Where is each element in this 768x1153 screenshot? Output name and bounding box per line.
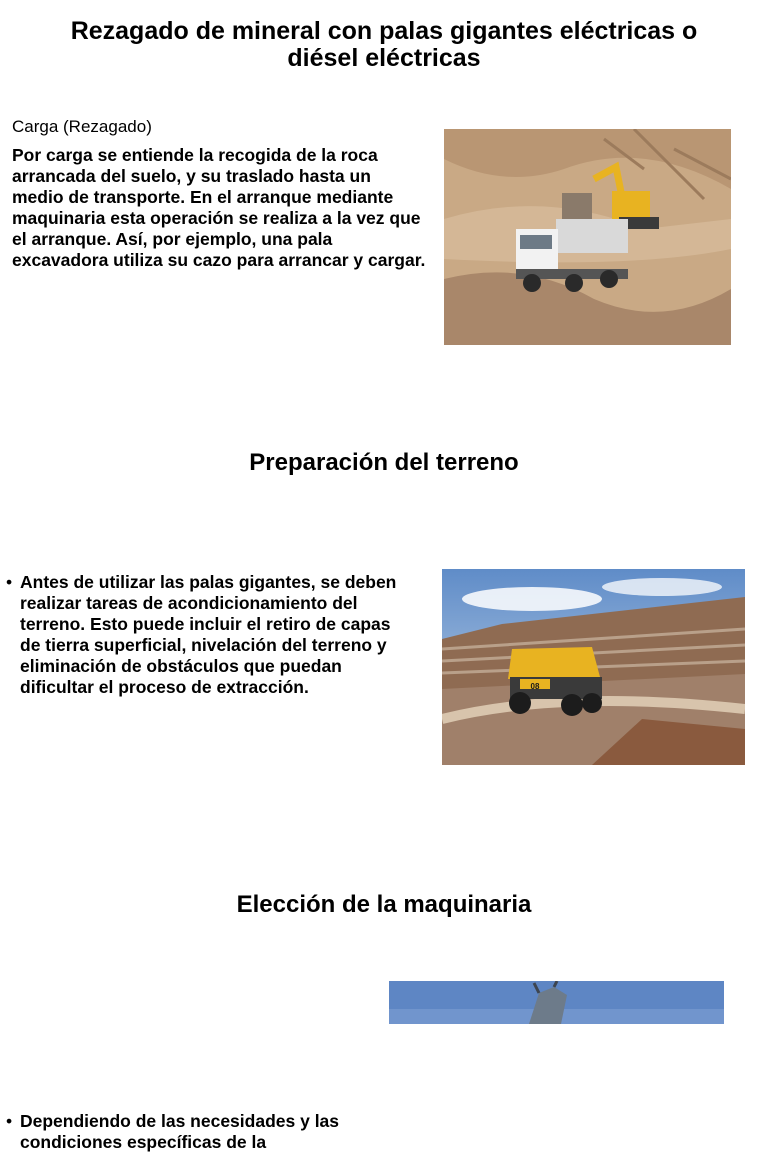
excavator-loading-truck-photo: [444, 129, 731, 345]
bullet-item: • Antes de utilizar las palas gigantes, se deben realizar tareas de acondicionamiento del terreno. Esto puede incluir el retiro de capas de tierra superficial, nivelación del terreno y eliminación de obstáculos que puedan dificultar el proceso de extracción.: [6, 572, 410, 698]
section-subheading: Carga (Rezagado): [12, 117, 152, 136]
mining-haul-truck-photo: [442, 569, 745, 765]
electric-shovel-photo: [389, 981, 724, 1024]
section-paragraph: Por carga se entiende la recogida de la roca arrancada del suelo, y su traslado hasta un medio de transporte. En el arranque mediante maquinaria esta operación se realiza a la vez que el arranque. Así, por ejemplo, una pala excavadora utiliza su cazo para arrancar y cargar.: [12, 145, 426, 270]
section-heading-preparacion: Preparación del terreno: [249, 449, 519, 476]
bullet-item: • Dependiendo de las necesidades y las condiciones específicas de la: [6, 1111, 365, 1153]
page-title: Rezagado de mineral con palas gigantes eléctricas o diésel eléctricas: [70, 17, 698, 72]
section-heading-eleccion: Elección de la maquinaria: [236, 891, 532, 918]
truck-number-label: 08: [530, 682, 540, 691]
